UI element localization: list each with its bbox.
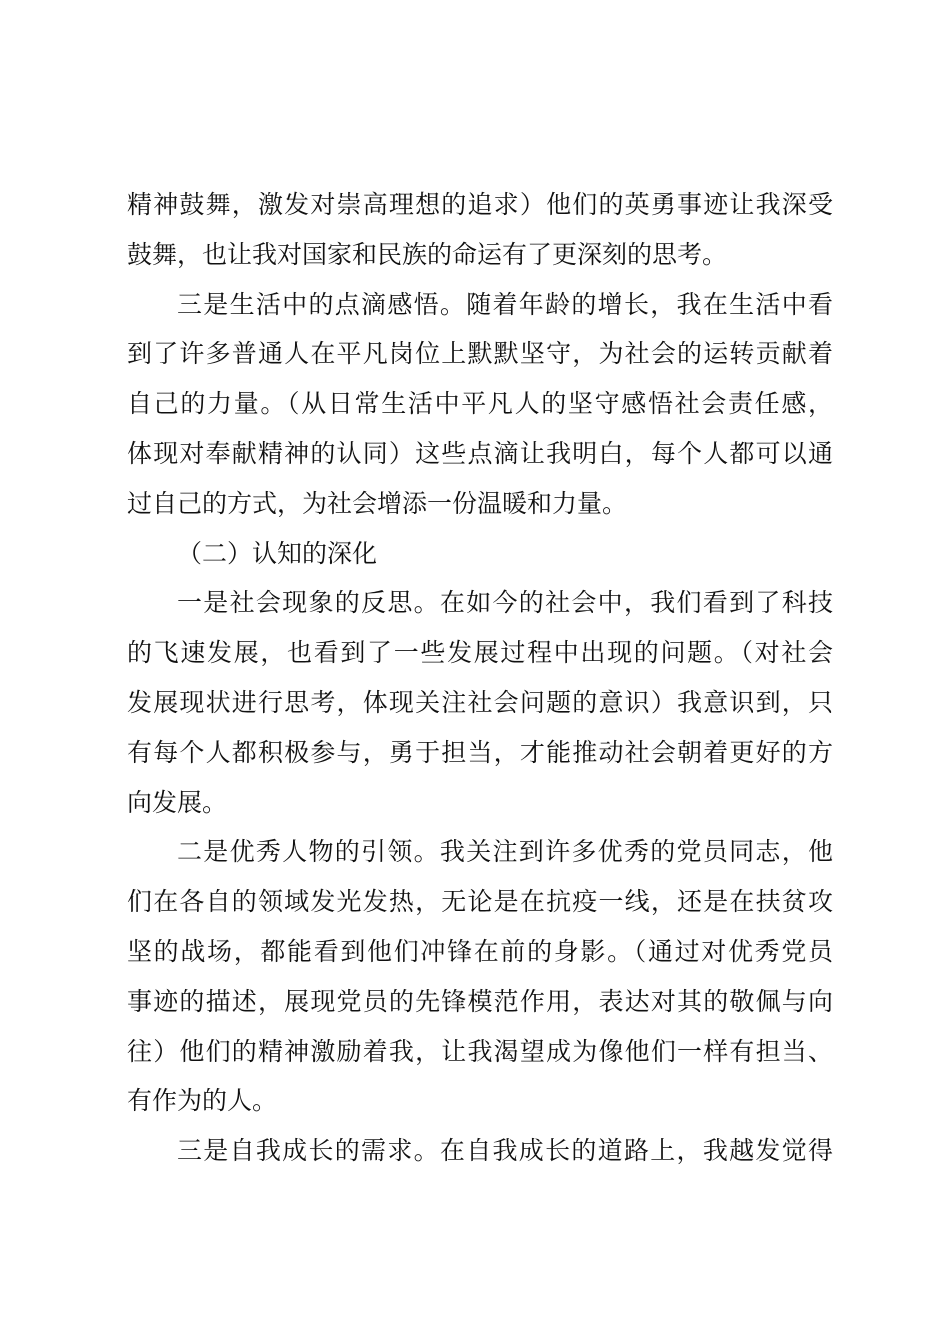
- text-line: 自己的力量。（从日常生活中平凡人的坚守感悟社会责任感，: [127, 389, 833, 419]
- text-line: 发展现状进行思考，体现关注社会问题的意识）我意识到，只: [127, 687, 833, 717]
- text-line: 坚的战场，都能看到他们冲锋在前的身影。（通过对优秀党员: [127, 936, 833, 966]
- text-line: 有作为的人。: [127, 1086, 278, 1116]
- text-line: 鼓舞，也让我对国家和民族的命运有了更深刻的思考。: [127, 239, 728, 269]
- text-line: 三是自我成长的需求。在自我成长的道路上，我越发觉得: [177, 1136, 833, 1166]
- text-line: 有每个人都积极参与，勇于担当，才能推动社会朝着更好的方: [127, 737, 833, 767]
- text-line: 过自己的方式，为社会增添一份温暖和力量。: [127, 488, 628, 518]
- text-line: 往）他们的精神激励着我，让我渴望成为像他们一样有担当、: [127, 1036, 833, 1066]
- text-line: 们在各自的领域发光发热，无论是在抗疫一线，还是在扶贫攻: [127, 887, 833, 917]
- text-line: 的飞速发展，也看到了一些发展过程中出现的问题。（对社会: [127, 638, 833, 668]
- text-line: 向发展。: [127, 787, 228, 817]
- text-line: 事迹的描述，展现党员的先锋模范作用，表达对其的敬佩与向: [127, 986, 833, 1016]
- text-line: 体现对奉献精神的认同）这些点滴让我明白，每个人都可以通: [127, 438, 833, 468]
- text-line: 到了许多普通人在平凡岗位上默默坚守，为社会的运转贡献着: [127, 339, 833, 369]
- section-heading: （二）认知的深化: [177, 538, 378, 568]
- text-line: 一是社会现象的反思。在如今的社会中，我们看到了科技: [177, 588, 833, 618]
- text-line: 三是生活中的点滴感悟。随着年龄的增长，我在生活中看: [177, 289, 833, 319]
- document-body: [127, 180, 833, 1176]
- text-line: 二是优秀人物的引领。我关注到许多优秀的党员同志，他: [177, 837, 833, 867]
- text-line: 精神鼓舞，激发对崇高理想的追求）他们的英勇事迹让我深受: [127, 190, 833, 219]
